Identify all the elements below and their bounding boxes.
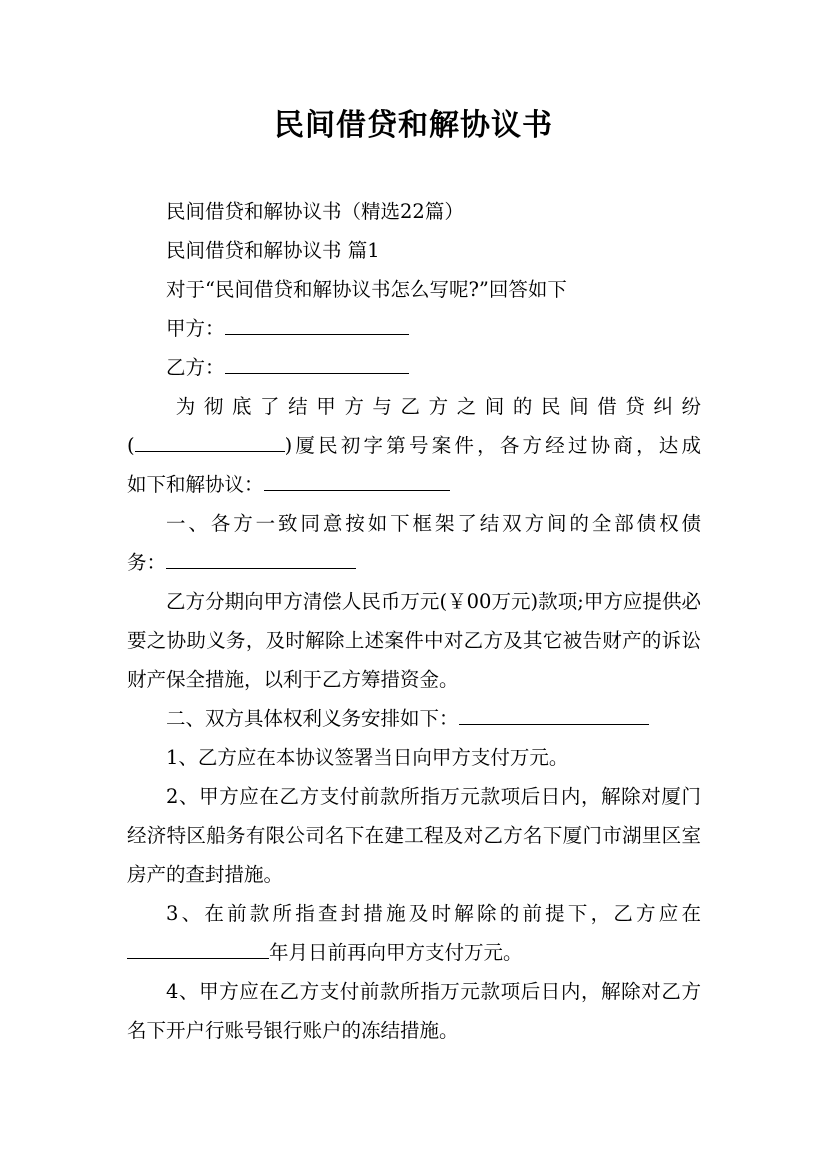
- paragraph-repayment: 乙方分期向甲方清偿人民币万元(￥00万元)款项;甲方应提供必要之协助义务，及时解除上述案件中对乙方及其它被告财产的诉讼财产保全措施，以利于乙方筹措资金。: [127, 590, 701, 691]
- arrangement-blank: [459, 703, 649, 725]
- party-a-label: 甲方：: [166, 317, 225, 340]
- paragraph-purpose-line3: 如下和解协议：: [127, 465, 701, 504]
- debt-blank: [166, 547, 356, 569]
- paragraph-item-3-line2: 年月日前再向甲方支付万元。: [127, 933, 701, 972]
- agreement-blank: [264, 469, 450, 491]
- party-b-label: 乙方：: [166, 356, 225, 379]
- paragraph-intro: 对于“民间借贷和解协议书怎么写呢?”回答如下: [166, 278, 567, 301]
- paragraph-clause-1-line1: 一、各方一致同意按如下框架了结双方间的全部债权债: [166, 512, 701, 535]
- paragraph-subtitle: 民间借贷和解协议书（精选22篇）: [166, 200, 464, 223]
- date-blank: [127, 937, 269, 959]
- paragraph-item-1: 1、乙方应在本协议签署当日向甲方支付万元。: [166, 746, 569, 769]
- party-a-blank: [225, 313, 409, 335]
- paragraph-item-4: 4、甲方应在乙方支付前款所指万元款项后日内，解除对乙方名下开户行账号银行账户的冻结措施。: [127, 980, 701, 1042]
- paragraph-purpose-line2: ( )厦民初字第号案件，各方经过协商，达成: [127, 426, 701, 465]
- paragraph-purpose-line1: 为彻底了结甲方与乙方之间的民间借贷纠纷: [175, 395, 701, 418]
- paragraph-clause-1-line2: 务：: [127, 543, 701, 582]
- case-number-blank: [135, 430, 285, 452]
- document-body: [127, 192, 701, 1050]
- paragraph-item-2: 2、甲方应在乙方支付前款所指万元款项后日内，解除对厦门经济特区船务有限公司名下在建工程及对乙方名下厦门市湖里区室房产的查封措施。: [127, 785, 701, 886]
- party-b-line: [127, 348, 701, 387]
- party-b-blank: [225, 352, 409, 374]
- document-title: 民间借贷和解协议书: [274, 108, 553, 143]
- paragraph-clause-2: 二、双方具体权利义务安排如下：: [127, 699, 701, 738]
- paragraph-section-heading: 民间借贷和解协议书 篇1: [166, 239, 380, 262]
- party-a-line: [127, 309, 701, 348]
- paragraph-item-3-line1: 3、在前款所指查封措施及时解除的前提下，乙方应在: [166, 902, 701, 925]
